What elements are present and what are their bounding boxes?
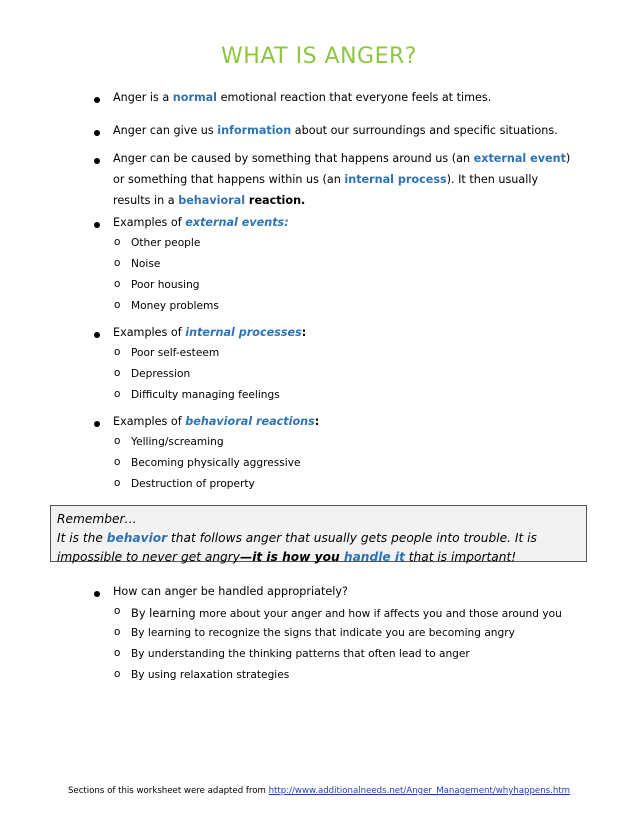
circle-bullet-icon: o xyxy=(114,668,121,680)
highlight-external-event: external event xyxy=(473,152,566,165)
highlight-handle-it: handle it xyxy=(343,550,405,564)
remember-text xyxy=(57,529,580,567)
source-link[interactable]: http://www.additionalneeds.net/Anger_Management/whyhappens.htm xyxy=(268,786,571,796)
list-item-text: Becoming physically aggressive xyxy=(131,457,301,469)
footer-text: Sections of this worksheet were adapted from xyxy=(67,786,269,796)
highlight-information: information xyxy=(217,124,292,137)
circle-bullet-icon: o xyxy=(114,278,121,290)
list-item-text: Poor self-esteem xyxy=(131,347,220,359)
circle-bullet-icon: o xyxy=(114,647,121,659)
remember-heading: Remember… xyxy=(57,512,137,526)
text: that is important! xyxy=(404,550,517,564)
highlight-internal-processes: internal processes xyxy=(185,326,302,339)
circle-bullet-icon: o xyxy=(114,299,121,311)
circle-bullet-icon: o xyxy=(114,236,121,248)
list-item-text: Noise xyxy=(131,258,161,270)
page-title: WHAT IS ANGER? xyxy=(221,44,417,69)
highlight-behavioral-reactions: behavioral reactions xyxy=(185,415,315,428)
bullet-text xyxy=(113,120,558,141)
remember-callout xyxy=(50,505,587,562)
circle-bullet-icon: o xyxy=(114,257,121,269)
circle-bullet-icon: o xyxy=(114,435,121,447)
circle-bullet-icon: o xyxy=(114,477,121,489)
list-item-text: Depression xyxy=(131,368,191,380)
text: . xyxy=(301,194,306,207)
bullet-dot xyxy=(94,332,100,338)
text: : xyxy=(301,326,307,339)
bullet-dot xyxy=(94,130,100,136)
bullet-text xyxy=(113,322,306,343)
text: ) or something that happens within us (an xyxy=(113,152,571,186)
text: about our surroundings and specific situations. xyxy=(291,124,558,137)
list-item-text: Destruction of property xyxy=(131,478,255,490)
circle-bullet-icon: o xyxy=(114,626,121,638)
bullet-dot xyxy=(94,158,100,164)
text: emotional reaction that everyone feels at times. xyxy=(217,91,492,104)
highlight-internal-process: internal process xyxy=(344,173,447,186)
highlight-external-events: external events: xyxy=(185,216,289,229)
list-item-text: By understanding the thinking patterns that often lead to anger xyxy=(131,648,470,660)
highlight-behavioral: behavioral xyxy=(178,194,246,207)
list-item-text: Difficulty managing feelings xyxy=(131,389,280,401)
text: Anger can give us xyxy=(113,124,218,137)
text: Examples of xyxy=(113,326,186,339)
text: Anger is a xyxy=(113,91,173,104)
list-item-text: Other people xyxy=(131,237,201,249)
text: ). It then usually results in a xyxy=(113,173,539,207)
list-item-text: By using relaxation strategies xyxy=(131,669,290,681)
bullet-dot xyxy=(94,591,100,597)
circle-bullet-icon: o xyxy=(114,605,121,617)
bullet-text xyxy=(113,87,491,108)
circle-bullet-icon: o xyxy=(114,346,121,358)
bullet-text: How can anger be handled appropriately? xyxy=(113,585,348,598)
text: It is the xyxy=(57,531,107,545)
bullet-text xyxy=(113,212,289,233)
bold-reaction: reaction xyxy=(245,194,302,207)
circle-bullet-icon: o xyxy=(114,367,121,379)
bullet-text xyxy=(113,411,319,432)
list-item-text: By learning to recognize the signs that indicate you are becoming angry xyxy=(131,627,515,639)
list-item-text: Yelling/screaming xyxy=(131,436,224,448)
list-item-text: Money problems xyxy=(131,300,219,312)
bullet-dot xyxy=(94,97,100,103)
text: —it is how you xyxy=(240,550,344,564)
text: Anger can be caused by something that happens around us (an xyxy=(113,152,474,165)
text: more about your anger and how if affects you and those around you xyxy=(195,608,562,620)
footer-attribution xyxy=(0,786,638,796)
text: By learning xyxy=(131,606,196,620)
text: Examples of xyxy=(113,415,186,428)
circle-bullet-icon: o xyxy=(114,388,121,400)
text: : xyxy=(314,415,320,428)
list-item-text: Poor housing xyxy=(131,279,200,291)
text: that follows anger that usually gets people into trouble. It is impossible to never get angry xyxy=(57,531,537,564)
bullet-dot xyxy=(94,421,100,427)
circle-bullet-icon: o xyxy=(114,456,121,468)
text: Examples of xyxy=(113,216,186,229)
list-item-text xyxy=(131,606,562,620)
bullet-dot xyxy=(94,222,100,228)
bullet-text xyxy=(113,148,573,211)
highlight-behavior: behavior xyxy=(106,531,168,545)
highlight-normal: normal xyxy=(172,91,218,104)
